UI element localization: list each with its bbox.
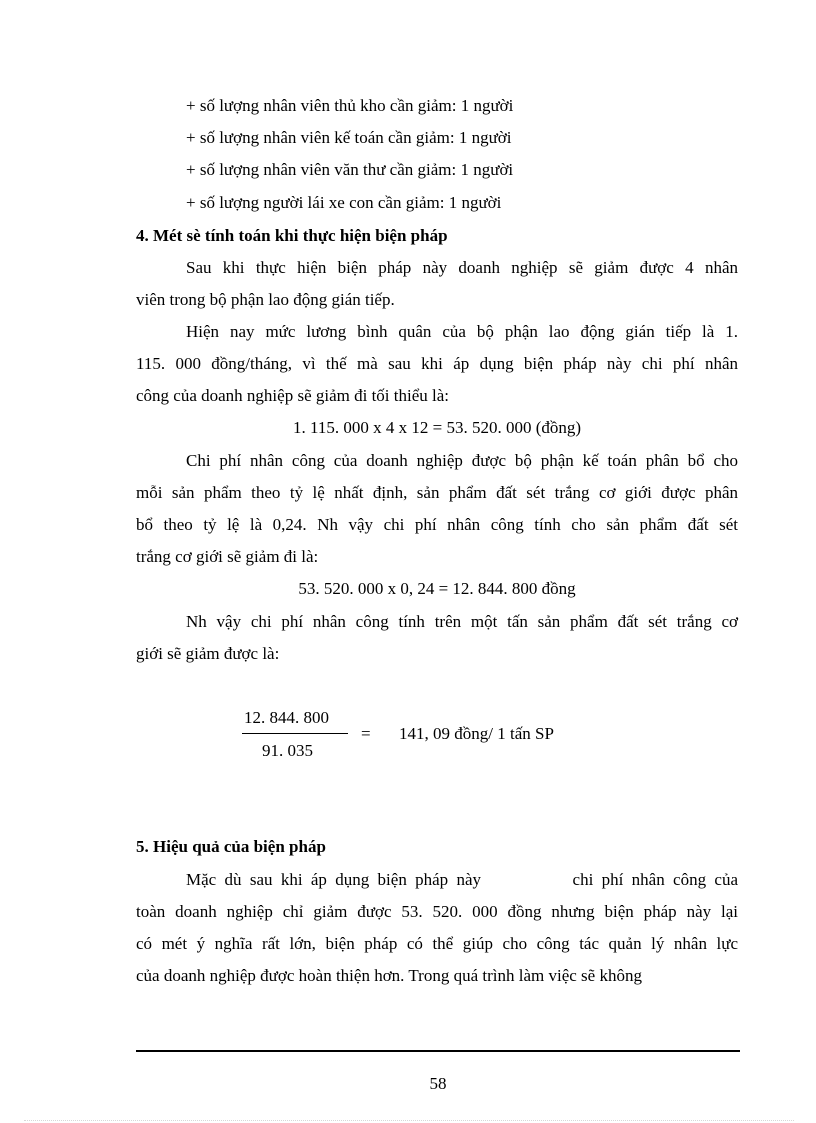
paragraph-line: bổ theo tỷ lệ là 0,24. Nh vậy chi phí nhân công tính cho sản phẩm đất sét: [136, 515, 738, 534]
bullet-line-3: + số lượng nhân viên văn thư cần giảm: 1 người: [186, 160, 514, 179]
fraction-numerator: 12. 844. 800: [244, 708, 329, 727]
formula-total-savings: 1. 115. 000 x 4 x 12 = 53. 520. 000 (đồng): [292, 418, 582, 437]
paragraph-line: Chi phí nhân công của doanh nghiệp được bộ phận kế toán phân bổ cho: [186, 451, 738, 470]
paragraph-line: 115. 000 đồng/tháng, vì thế mà sau khi áp dụng biện pháp này chi phí nhân: [136, 354, 738, 373]
footer-rule: [136, 1050, 740, 1052]
paragraph-line: mỗi sản phẩm theo tỷ lệ nhất định, sản phẩm đất sét trắng cơ giới được phân: [136, 483, 738, 502]
fraction-equals: =: [361, 724, 371, 743]
paragraph-line: Hiện nay mức lương bình quân của bộ phận lao động gián tiếp là 1.: [186, 322, 738, 341]
paragraph-line: Nh vậy chi phí nhân công tính trên một tấn sản phẩm đất sét trắng cơ: [186, 612, 738, 631]
paragraph-line: có mét ý nghĩa rất lớn, biện pháp có thể giúp cho công tác quản lý nhân lực: [136, 934, 738, 953]
fraction-denominator: 91. 035: [262, 741, 313, 760]
paragraph-line: toàn doanh nghiệp chỉ giảm được 53. 520. 000 đồng nhưng biện pháp này lại: [136, 902, 738, 921]
formula-allocated-savings: 53. 520. 000 x 0, 24 = 12. 844. 800 đồng: [298, 579, 576, 598]
page-number: 58: [429, 1074, 447, 1093]
bullet-line-1: + số lượng nhân viên thủ kho cần giảm: 1 người: [186, 96, 514, 115]
fraction-bar: [242, 733, 348, 734]
page-bottom-border: [24, 1120, 794, 1121]
paragraph-line: của doanh nghiệp được hoàn thiện hơn. Trong quá trình làm việc sẽ không: [136, 966, 642, 985]
fraction-result: 141, 09 đồng/ 1 tấn SP: [399, 724, 554, 743]
paragraph-line: Sau khi thực hiện biện pháp này doanh nghiệp sẽ giảm được 4 nhân: [186, 258, 738, 277]
paragraph-line: viên trong bộ phận lao động gián tiếp.: [136, 290, 395, 309]
paragraph-line: công của doanh nghiệp sẽ giảm đi tối thiểu là:: [136, 386, 450, 405]
section-4-heading: 4. Mét sè tính toán khi thực hiện biện pháp: [136, 226, 448, 245]
paragraph-line: trắng cơ giới sẽ giảm đi là:: [136, 547, 319, 566]
bullet-line-4: + số lượng người lái xe con cần giảm: 1 người: [186, 193, 502, 212]
bullet-line-2: + số lượng nhân viên kế toán cần giảm: 1 người: [186, 128, 512, 147]
paragraph-line: giới sẽ giảm được là:: [136, 644, 280, 663]
paragraph-line: Mặc dù sau khi áp dụng biện pháp này chi phí nhân công của: [186, 870, 738, 889]
section-5-heading: 5. Hiệu quả của biện pháp: [136, 837, 326, 856]
